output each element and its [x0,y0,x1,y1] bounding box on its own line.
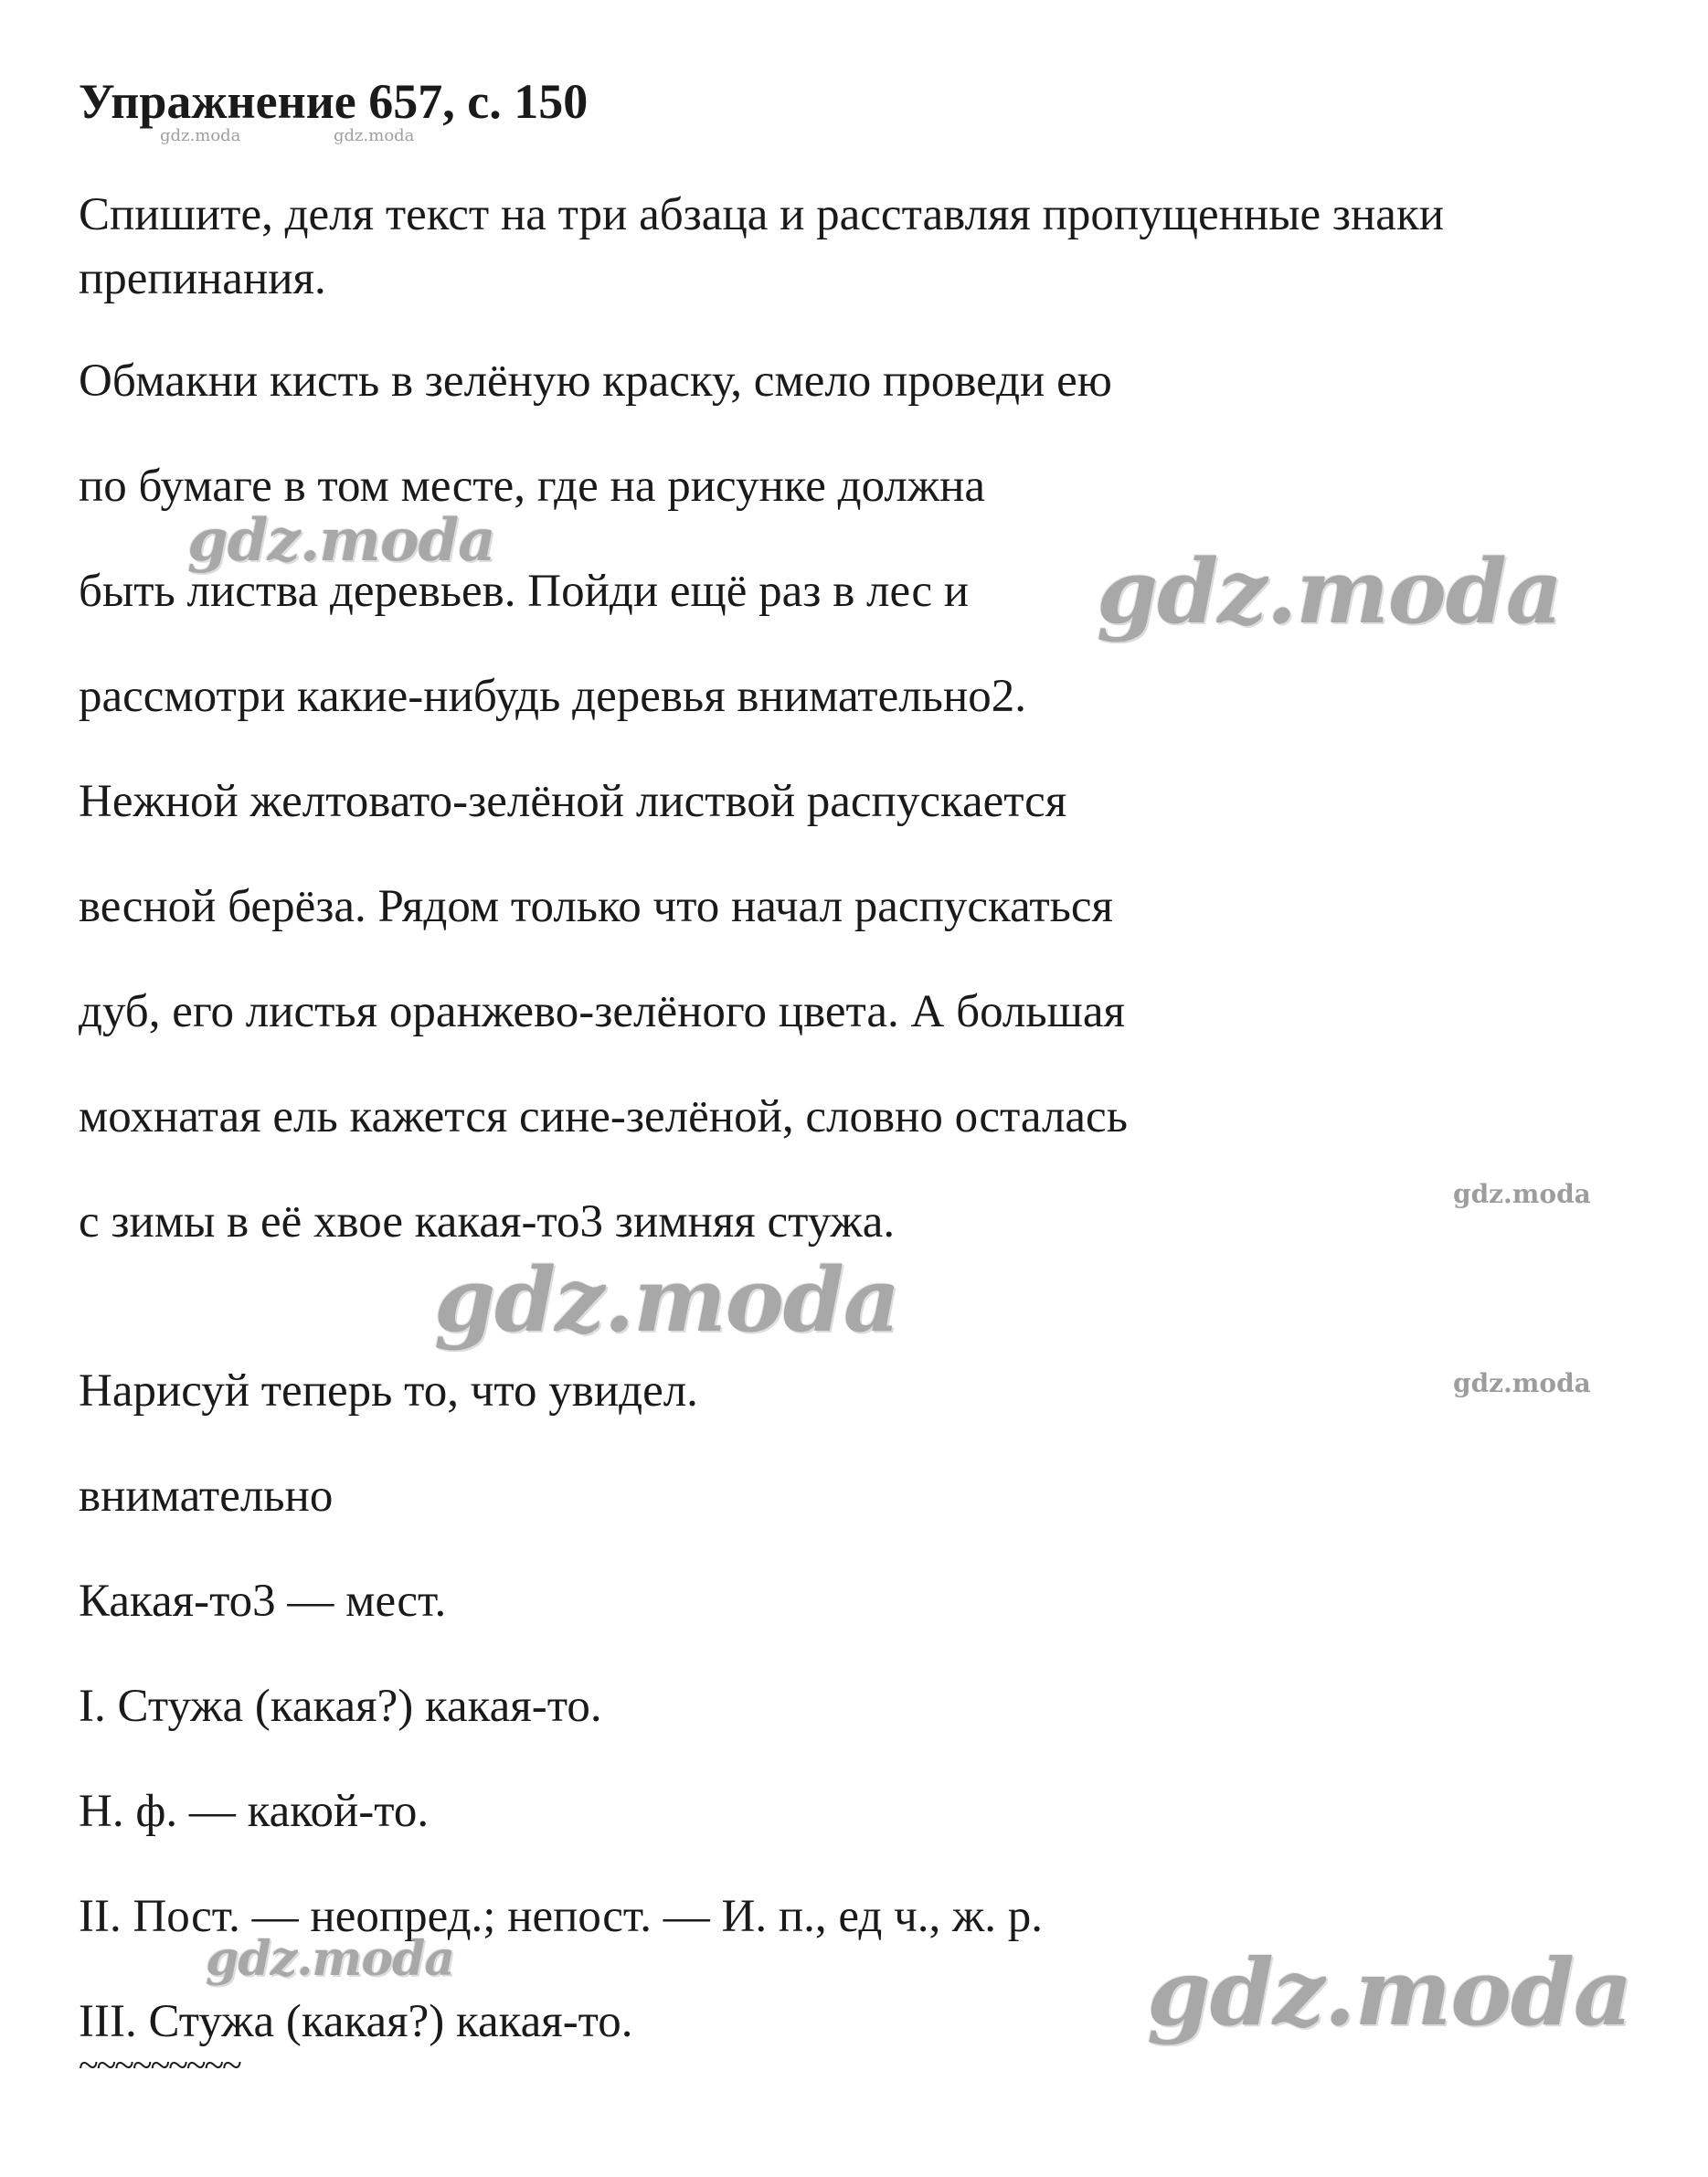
text-line: быть листва деревьев. Пойди ещё раз в лес и [79,566,970,617]
watermark: gdz.moda [160,126,241,145]
watermark: gdz.moda [1147,1938,1632,2046]
text-line: мохнатая ель кажется сине-зелёной, словно осталась [79,1091,1128,1142]
analysis-line: Нарисуй теперь то, что увидел. [79,1365,698,1417]
watermark: gdz.moda [1097,540,1563,643]
exercise-title: Упражнение 657, с. 150 [79,74,589,129]
watermark: gdz.moda [1453,1368,1591,1398]
analysis-line: Н. ф. — какой-то. [79,1786,430,1837]
analysis-line: внимательно [79,1471,334,1522]
watermark: gdz.moda [187,506,495,575]
text-line: по бумаге в том месте, где на рисунке должна [79,461,986,512]
watermark: gdz.moda [434,1248,900,1352]
task-line: препинания. [79,253,326,304]
text-line: дуб, его листья оранжево-зелёного цвета. А большая [79,986,1125,1037]
analysis-line: Какая-то3 — мест. [79,1576,447,1627]
text-line: Обмакни кисть в зелёную краску, смело проведи ею [79,356,1112,407]
text-line: весной берёза. Рядом только что начал распускаться [79,881,1113,932]
text-line: Нежной желтовато-зелёной листвой распускается [79,776,1067,827]
text-line: с зимы в её хвое какая-то3 зимняя стужа. [79,1196,896,1248]
wavy-underline: ~~~~~~~~~ [79,2044,240,2086]
watermark: gdz.moda [206,1931,455,1987]
analysis-line: II. Пост. — неопред.; непост. — И. п., ед ч., ж. р. [79,1891,1043,1942]
task-line: Спишите, деля текст на три абзаца и расставляя пропущенные знаки [79,189,1445,240]
analysis-line: III. Стужа (какая?) какая-то. [79,1996,633,2047]
text-line: рассмотри какие-нибудь деревья внимательно2. [79,671,1026,722]
watermark: gdz.moda [334,126,415,145]
watermark: gdz.moda [1453,1179,1591,1209]
analysis-line: I. Стужа (какая?) какая-то. [79,1681,602,1732]
